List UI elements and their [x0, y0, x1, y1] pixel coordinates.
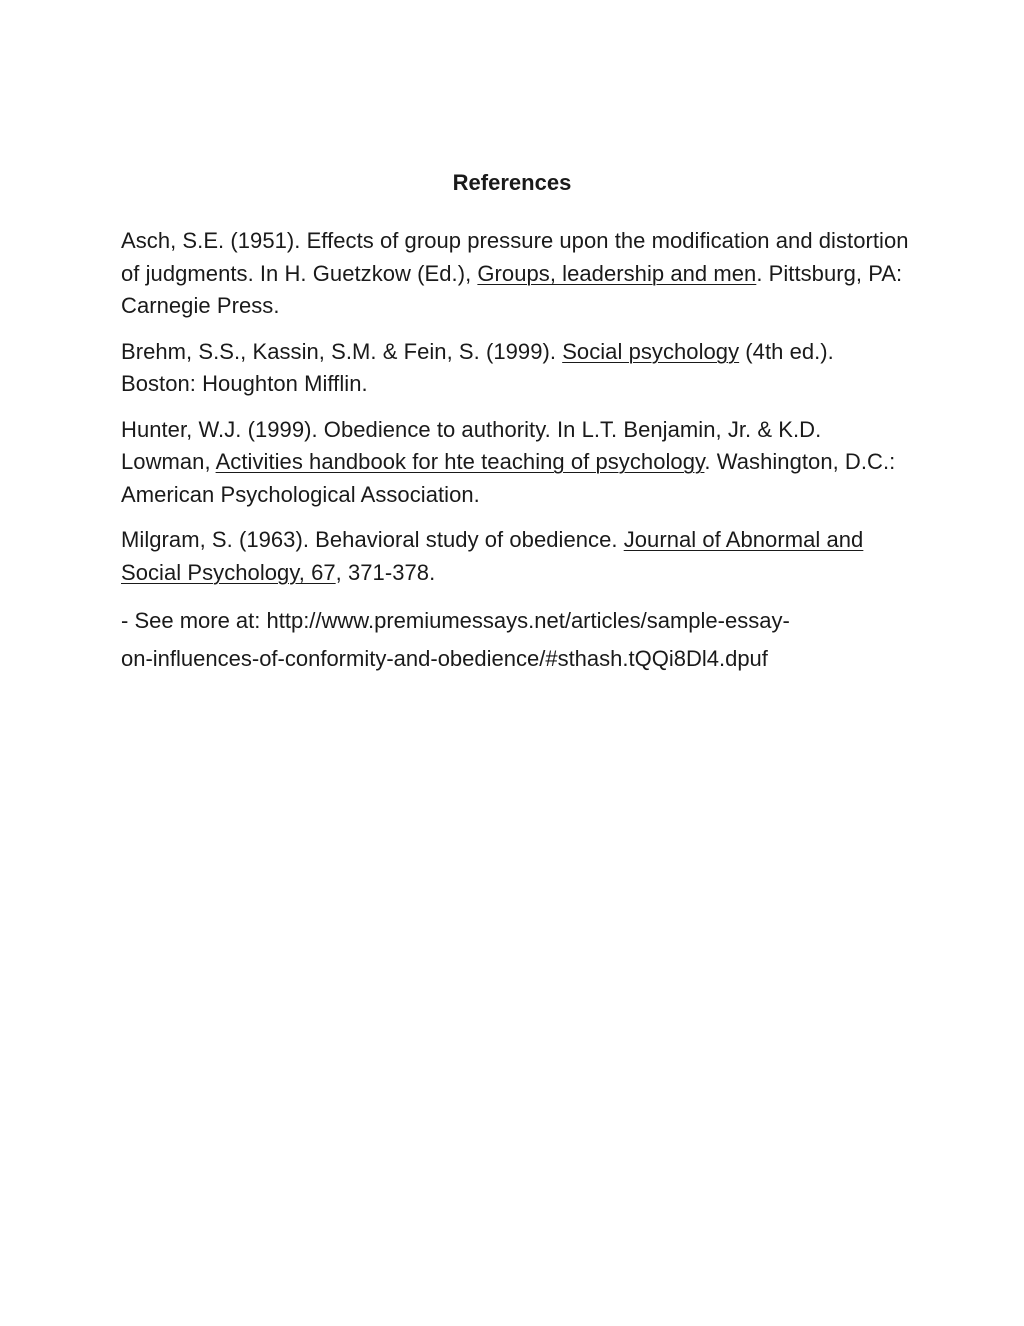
references-heading: References	[452, 170, 572, 195]
page-content	[121, 167, 911, 678]
reference-text: . Washington, D.C.: American Psychological Association.	[121, 449, 896, 507]
reference-title: Activities handbook for hte teaching of psychology	[215, 449, 705, 474]
see-more-line: - See more at: http://www.premiumessays.net/articles/sample-essay-	[121, 608, 790, 633]
reference-asch	[121, 225, 911, 323]
reference-hunter	[121, 414, 911, 512]
reference-milgram	[121, 524, 911, 589]
reference-text: Milgram, S. (1963). Behavioral study of obedience.	[121, 527, 624, 552]
reference-title: Groups, leadership and men	[477, 260, 757, 286]
reference-text: (4th ed.). Boston: Houghton Mifflin.	[121, 338, 834, 396]
reference-title: Journal of Abnormal and Social Psychology, 67	[121, 527, 864, 585]
reference-brehm	[121, 336, 911, 401]
reference-text: Hunter, W.J. (1999). Obedience to authority. In L.T. Benjamin, Jr. & K.D. Lowman,	[121, 416, 822, 474]
reference-title: Social psychology	[562, 338, 740, 364]
see-more-line: on-influences-of-conformity-and-obedience/#sthash.tQQi8Dl4.dpuf	[121, 646, 768, 671]
reference-text: Brehm, S.S., Kassin, S.M. & Fein, S. (1999).	[121, 338, 563, 364]
see-more-link[interactable]	[121, 602, 911, 678]
reference-text: Asch, S.E. (1951). Effects of group pressure upon the modification and distortion of judgments. In H. Guetzkow (Ed.),	[121, 228, 909, 286]
reference-text: , 371-378.	[335, 559, 436, 585]
reference-text: . Pittsburg, PA: Carnegie Press.	[121, 260, 903, 318]
